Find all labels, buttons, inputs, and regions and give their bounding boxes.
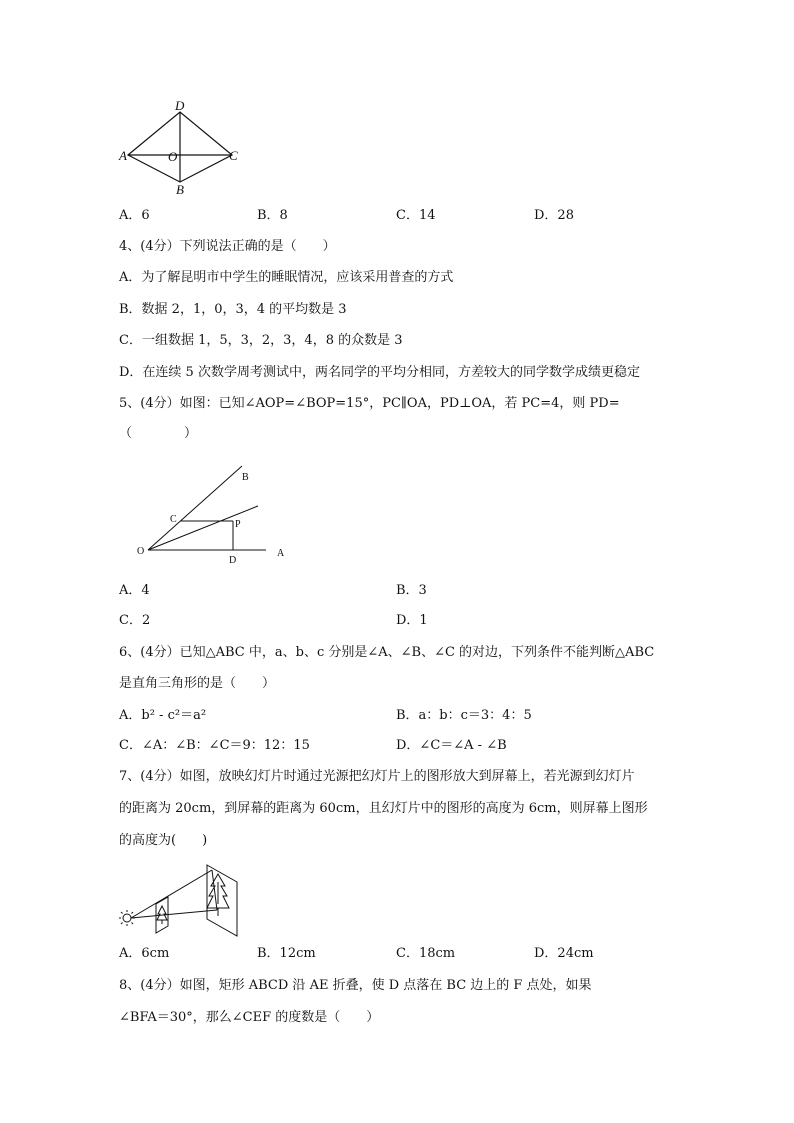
q8-stem-line2: ∠BFA＝30°，那么∠CEF 的度数是（ ）	[119, 1010, 380, 1025]
rhombus-figure	[118, 98, 250, 198]
q3-option-d: D．28	[534, 208, 574, 223]
q6-option-a: A．b² - c²＝a²	[119, 708, 207, 723]
q5-option-a: A．4	[119, 583, 150, 598]
q5-stem-line2: （ ）	[119, 426, 198, 441]
q6-stem-line2: 是直角三角形的是（ ）	[119, 676, 276, 691]
q7-option-b: B．12cm	[257, 946, 316, 961]
label-c: C	[229, 148, 238, 163]
q7-stem-line3: 的高度为( )	[119, 833, 208, 848]
q5-option-d: D．1	[396, 613, 428, 628]
q7-option-d: D．24cm	[534, 946, 594, 961]
projector-figure	[116, 858, 242, 940]
q6-option-d: D．∠C＝∠A - ∠B	[396, 738, 507, 753]
label-o: O	[137, 546, 145, 557]
angle-figure	[134, 460, 294, 570]
q5-option-c: C．2	[119, 613, 151, 628]
label-a: A	[277, 548, 285, 559]
q7-stem-line1: 7、(4分）如图，放映幻灯片时通过光源把幻灯片上的图形放大到屏幕上，若光源到幻灯片	[119, 769, 635, 784]
q6-option-c: C．∠A：∠B：∠C＝9：12：15	[119, 738, 310, 753]
q3-option-c: C．14	[396, 208, 436, 223]
label-b: B	[176, 182, 184, 197]
q7-stem-line2: 的距离为 20cm，到屏幕的距离为 60cm，且幻灯片中的图形的高度为 6cm，则屏幕上图形	[119, 801, 648, 816]
q5-option-b: B．3	[396, 583, 427, 598]
label-p: P	[235, 519, 241, 530]
label-a: A	[119, 148, 127, 163]
label-c: C	[170, 514, 177, 525]
q4-option-d: D．在连续 5 次数学周考测试中，两名同学的平均分相同，方差较大的同学数学成绩更稳定	[119, 365, 640, 380]
q6-option-b: B．a：b：c＝3：4：5	[396, 708, 532, 723]
q3-option-b: B．8	[257, 208, 288, 223]
q4-stem: 4、(4分）下列说法正确的是（ ）	[119, 239, 336, 254]
q6-stem-line1: 6、(4分）已知△ABC 中，a、b、c 分别是∠A、∠B、∠C 的对边，下列条件不能判断△ABC	[119, 645, 655, 660]
label-o: O	[168, 149, 178, 164]
q4-option-a: A．为了解昆明市中学生的睡眠情况，应该采用普查的方式	[119, 270, 454, 285]
q8-stem-line1: 8、(4分）如图，矩形 ABCD 沿 AE 折叠，使 D 点落在 BC 边上的 F 点处，如果	[119, 978, 592, 993]
q4-option-c: C．一组数据 1，5，3，2，3，4，8 的众数是 3	[119, 333, 403, 348]
q4-option-b: B．数据 2，1，0，3，4 的平均数是 3	[119, 302, 347, 317]
q7-option-a: A．6cm	[119, 946, 170, 961]
label-d: D	[175, 98, 185, 113]
q7-option-c: C．18cm	[396, 946, 456, 961]
label-b: B	[242, 472, 249, 483]
q3-option-a: A．6	[119, 208, 150, 223]
label-d: D	[229, 555, 237, 566]
q5-stem-line1: 5、(4分）如图：已知∠AOP=∠BOP=15°，PC∥OA，PD⊥OA，若 PC=4，则 PD=	[119, 396, 620, 411]
